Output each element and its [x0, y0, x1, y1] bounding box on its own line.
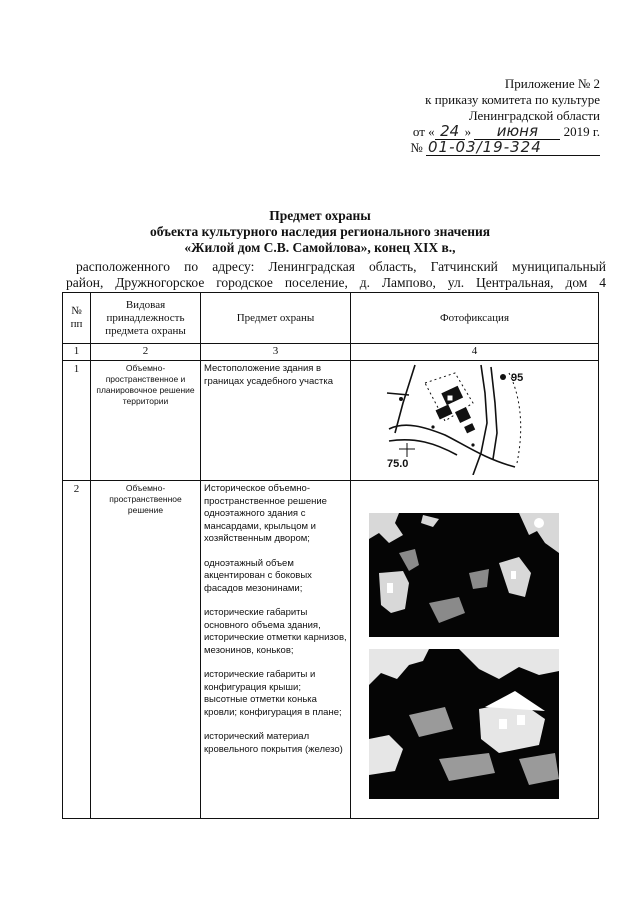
row-2-subject — [201, 481, 351, 819]
header-num: № пп — [63, 293, 91, 344]
number-prefix: № — [410, 140, 423, 155]
appendix-line-3: Ленинградской области — [468, 108, 600, 123]
row-1-photo — [351, 361, 599, 481]
date-prefix: от « — [412, 124, 435, 139]
date-day-handwritten: 24 — [435, 124, 465, 140]
title-line-3: «Жилой дом С.В. Самойлова», конец XIX в., — [184, 240, 456, 255]
address-line-1: расположенного по адресу: Ленинградская область, Гатчинский муниципальный — [76, 259, 606, 274]
map-label-75: 75.0 — [387, 458, 409, 470]
row-1-subject — [201, 361, 351, 481]
date-mid: » — [464, 124, 472, 139]
table-row — [63, 481, 599, 819]
appendix-header — [340, 76, 600, 156]
row-1-num: 1 — [63, 361, 91, 481]
object-address — [66, 259, 606, 291]
header-subject: Предмет охраны — [201, 293, 351, 344]
row-1-type: Объемно-пространственное и планировочное решение территории — [91, 361, 201, 481]
number-handwritten: 01-03/19-324 — [426, 140, 600, 156]
title-line-2: объекта культурного наследия регионального значения — [149, 224, 491, 239]
date-year: 2019 г. — [563, 124, 600, 139]
address-line-2: район, Дружногорское городское поселение, д. Лампово, ул. Центральная, дом 4 — [66, 275, 606, 290]
row-2-subject-item: исторические габариты и конфигурация крыши; высотные отметки конька кровли; конфигурация в плане; — [204, 669, 342, 718]
header-type: Видовая принадлежность предмета охраны — [91, 293, 201, 344]
map-label-95: 95 — [511, 372, 524, 384]
row-2-subject-item: одноэтажный объем акцентирован с боковых фасадов мезонинами; — [204, 557, 312, 594]
column-number-row — [63, 344, 599, 361]
protection-subject-table — [62, 292, 599, 819]
table-header-row — [63, 293, 599, 344]
row-1-subject-text: Местоположение здания в границах усадебного участка — [204, 363, 333, 387]
appendix-number — [340, 140, 600, 156]
header-photo: Фотофиксация — [351, 293, 599, 344]
house-photo-2 — [369, 649, 559, 799]
date-month-handwritten: июня — [474, 124, 560, 140]
row-2-subject-item: Историческое объемно-пространственное решение одноэтажного здания с мансардами, крыльцом и хозяйственным двором; — [204, 483, 327, 544]
row-2-type: Объемно-пространственное решение — [91, 481, 201, 819]
col-number-1: 1 — [63, 344, 91, 361]
row-2-subject-item: исторические габариты основного объема здания, исторические отметки карнизов, мезонинов, коньков; — [204, 607, 347, 656]
appendix-line-1: Приложение № 2 — [504, 76, 600, 91]
row-2-subject-item: исторический материал кровельного покрытия (железо) — [204, 731, 343, 755]
row-2-num: 2 — [63, 481, 91, 819]
col-number-2: 2 — [91, 344, 201, 361]
site-plan-map — [385, 363, 545, 475]
table-row — [63, 361, 599, 481]
col-number-4: 4 — [351, 344, 599, 361]
col-number-3: 3 — [201, 344, 351, 361]
title-line-1: Предмет охраны — [269, 208, 371, 223]
house-photo-1 — [369, 513, 559, 637]
row-2-photo — [351, 481, 599, 819]
document-title — [40, 208, 600, 256]
appendix-line-2: к приказу комитета по культуре — [425, 92, 600, 107]
